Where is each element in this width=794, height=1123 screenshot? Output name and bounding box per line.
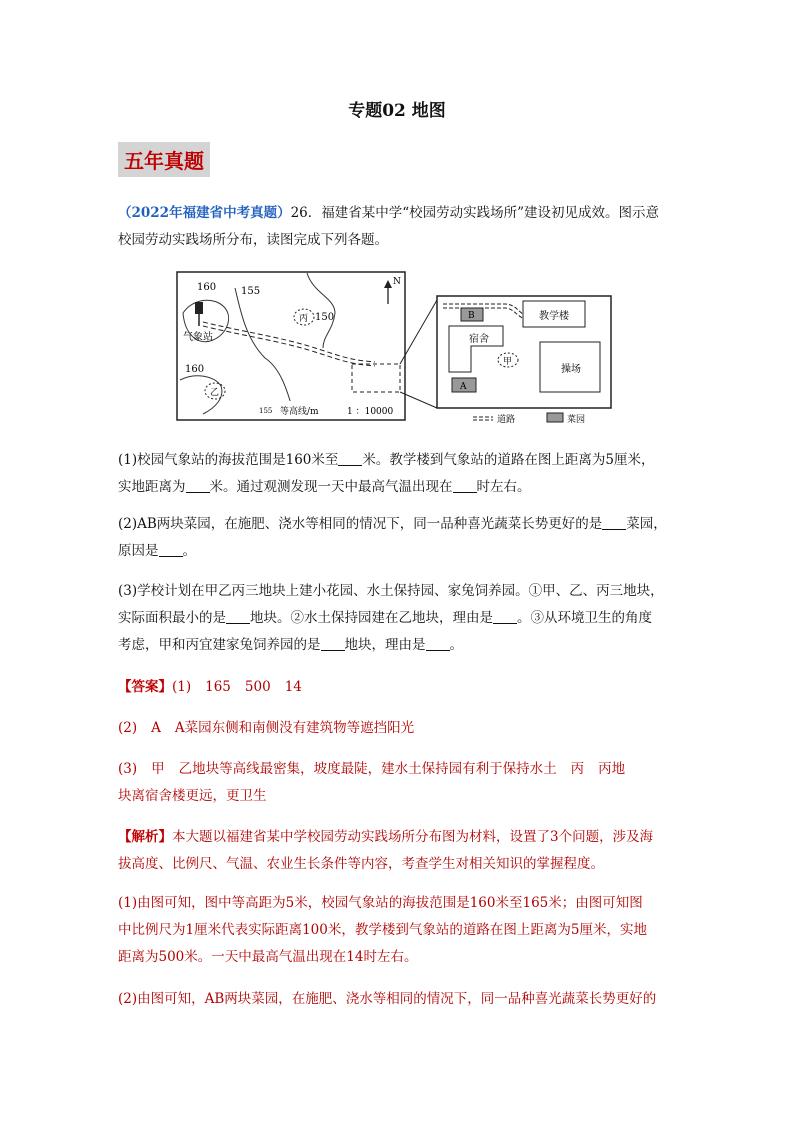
contour-label-155: 155	[241, 286, 261, 297]
analysis-1: (1)由图可知，图中等高距为5米，校园气象站的海拔范围是160米至165米；由图可知图 中比例尺为1厘米代表实际距离100米，教学楼到气象站的道路在图上距离为5厘米，实地 距离为500米。一天中最高气温出现在14时左右。	[118, 895, 647, 965]
answer-label: 【答案】	[118, 679, 172, 695]
garden-b-label: B	[468, 311, 475, 321]
answer-blank[interactable]	[602, 515, 626, 530]
campus-map	[175, 268, 615, 428]
question-1: (1)校园气象站的海拔范围是160米至 米。教学楼到气象站的道路在图上距离为5厘米， 实地距离为 米。通过观测发现一天中最高气温出现在 时左右。	[118, 452, 655, 495]
answer-3: (3) 甲 乙地块等高线最密集，坡度最陡，建水土保持园有利于保持水土 丙 丙地 块离宿舍楼更远，更卫生	[118, 761, 626, 804]
question-intro: （2022年福建省中考真题）26．福建省某中学“校园劳动实践场所”建设初见成效。图示意 校园劳动实践场所分布，读图完成下列各题。	[118, 205, 660, 248]
question-source: （2022年福建省中考真题）	[118, 205, 291, 221]
road-line-1	[203, 322, 375, 362]
road-line-2	[203, 326, 375, 366]
legend-road: 道路	[497, 415, 516, 425]
section-tag: 五年真题	[118, 142, 210, 177]
map-scale: 1 ：10000	[347, 407, 394, 417]
contour-155	[235, 288, 295, 418]
plot-yi-label: 乙	[210, 388, 220, 398]
answer-blank[interactable]	[338, 451, 362, 466]
teaching-building-label: 教学楼	[539, 311, 569, 322]
answer-blank[interactable]	[321, 636, 345, 651]
weather-station-icon	[195, 302, 203, 314]
contour-150	[307, 273, 335, 348]
contour-label-150: 150	[315, 312, 335, 323]
answer-2: (2) A A菜园东侧和南侧没有建筑物等遮挡阳光	[118, 720, 415, 736]
garden-a-label: A	[460, 382, 467, 392]
answer-blank[interactable]	[426, 636, 450, 651]
question-3: (3)学校计划在甲乙丙三地块上建小花园、水土保持园、家兔饲养园。①甲、乙、丙三地块， 实际面积最小的是 地块。②水土保持园建在乙地块，理由是 。③从环境卫生的角度 考虑，甲和丙宜建家兔饲养园的是 地块，理由是 。	[118, 583, 664, 653]
north-label: N	[393, 277, 401, 287]
legend-contour-num: 155	[259, 407, 273, 415]
dorm-label: 宿舍	[469, 334, 489, 345]
answer-blank[interactable]	[493, 609, 517, 624]
analysis-intro: 【解析】本大题以福建省某中学校园劳动实践场所分布图为材料，设置了3个问题，涉及海 拔高度、比例尺、气温、农业生长条件等内容，考查学生对相关知识的掌握程度。	[118, 829, 654, 872]
answer-blank[interactable]	[159, 542, 183, 557]
question-2: (2)AB两块菜园，在施肥、浇水等相同的情况下，同一品种喜光蔬菜长势更好的是 菜园， 原因是 。	[118, 516, 667, 559]
plot-jia-label: 甲	[503, 357, 513, 367]
page-title: 专题02 地图	[348, 101, 446, 121]
answer-blank[interactable]	[226, 609, 250, 624]
answer-1: 【答案】(1) 165 500 14	[118, 679, 302, 695]
legend-garden: 菜园	[567, 415, 586, 425]
analysis-2: (2)由图可知，AB两块菜园，在施肥、浇水等相同的情况下，同一品种喜光蔬菜长势更好的	[118, 991, 657, 1007]
legend-contour: 等高线/m	[280, 407, 319, 417]
zoom-area	[352, 364, 400, 392]
playground-label: 操场	[561, 364, 581, 375]
analysis-label: 【解析】	[118, 829, 172, 845]
contour-label-160-bottom: 160	[185, 364, 205, 375]
dorm-building	[449, 326, 503, 372]
answer-blank[interactable]	[453, 478, 477, 493]
plot-bing-label: 丙	[299, 314, 309, 324]
contour-label-160-top: 160	[197, 282, 217, 293]
answer-blank[interactable]	[186, 478, 210, 493]
weather-station-label: 气象站	[183, 332, 213, 343]
